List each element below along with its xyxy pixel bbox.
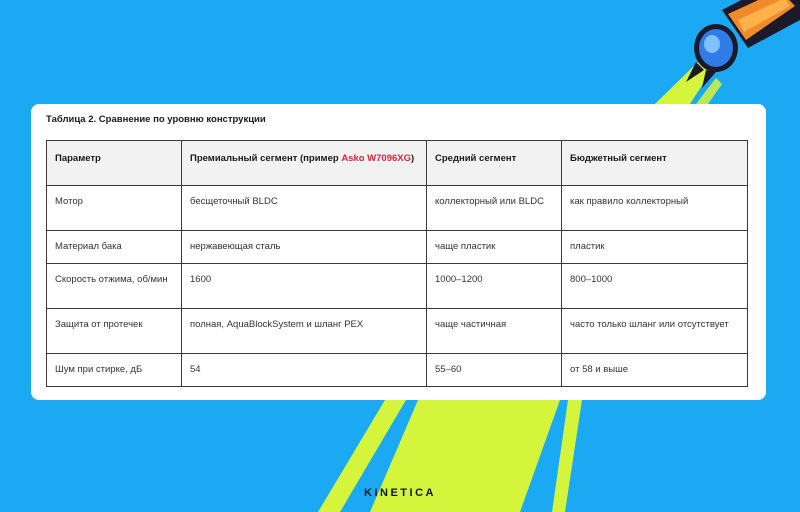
table-row (47, 186, 748, 231)
cell-premium: бесщеточный BLDC (182, 186, 427, 231)
cell-premium: нержавеющая сталь (182, 231, 427, 264)
cell-middle: коллекторный или BLDC (427, 186, 562, 231)
cell-budget: 800–1000 (562, 264, 748, 309)
cell-budget: как правило коллекторный (562, 186, 748, 231)
cell-premium: полная, AquaBlockSystem и шланг PEX (182, 309, 427, 354)
header-premium (182, 141, 427, 186)
cell-budget: от 58 и выше (562, 354, 748, 387)
cell-middle: 55–60 (427, 354, 562, 387)
header-premium-prefix: Премиальный сегмент (пример (190, 153, 342, 164)
cell-budget: пластик (562, 231, 748, 264)
table-row (47, 354, 748, 387)
cell-premium: 1600 (182, 264, 427, 309)
cell-param: Шум при стирке, дБ (47, 354, 182, 387)
header-middle: Средний сегмент (427, 141, 562, 186)
table-row (47, 231, 748, 264)
cell-param: Материал бака (47, 231, 182, 264)
table-header-row (47, 141, 748, 186)
cell-param: Скорость отжима, об/мин (47, 264, 182, 309)
cell-middle: чаще пластик (427, 231, 562, 264)
cell-middle: чаще частичная (427, 309, 562, 354)
comparison-table (46, 140, 748, 387)
table-row (47, 264, 748, 309)
table-row (47, 309, 748, 354)
header-premium-suffix: ) (411, 153, 415, 164)
brand-logo: KINETICA (364, 487, 436, 499)
table-caption: Таблица 2. Сравнение по уровню конструкции (46, 114, 266, 125)
cell-budget: часто только шланг или отсутствует (562, 309, 748, 354)
cell-param: Мотор (47, 186, 182, 231)
header-param: Параметр (47, 141, 182, 186)
cell-premium: 54 (182, 354, 427, 387)
header-budget: Бюджетный сегмент (562, 141, 748, 186)
table-card (31, 104, 766, 400)
cell-middle: 1000–1200 (427, 264, 562, 309)
cell-param: Защита от протечек (47, 309, 182, 354)
header-premium-model-link[interactable]: Asko W7096XG (341, 153, 412, 164)
